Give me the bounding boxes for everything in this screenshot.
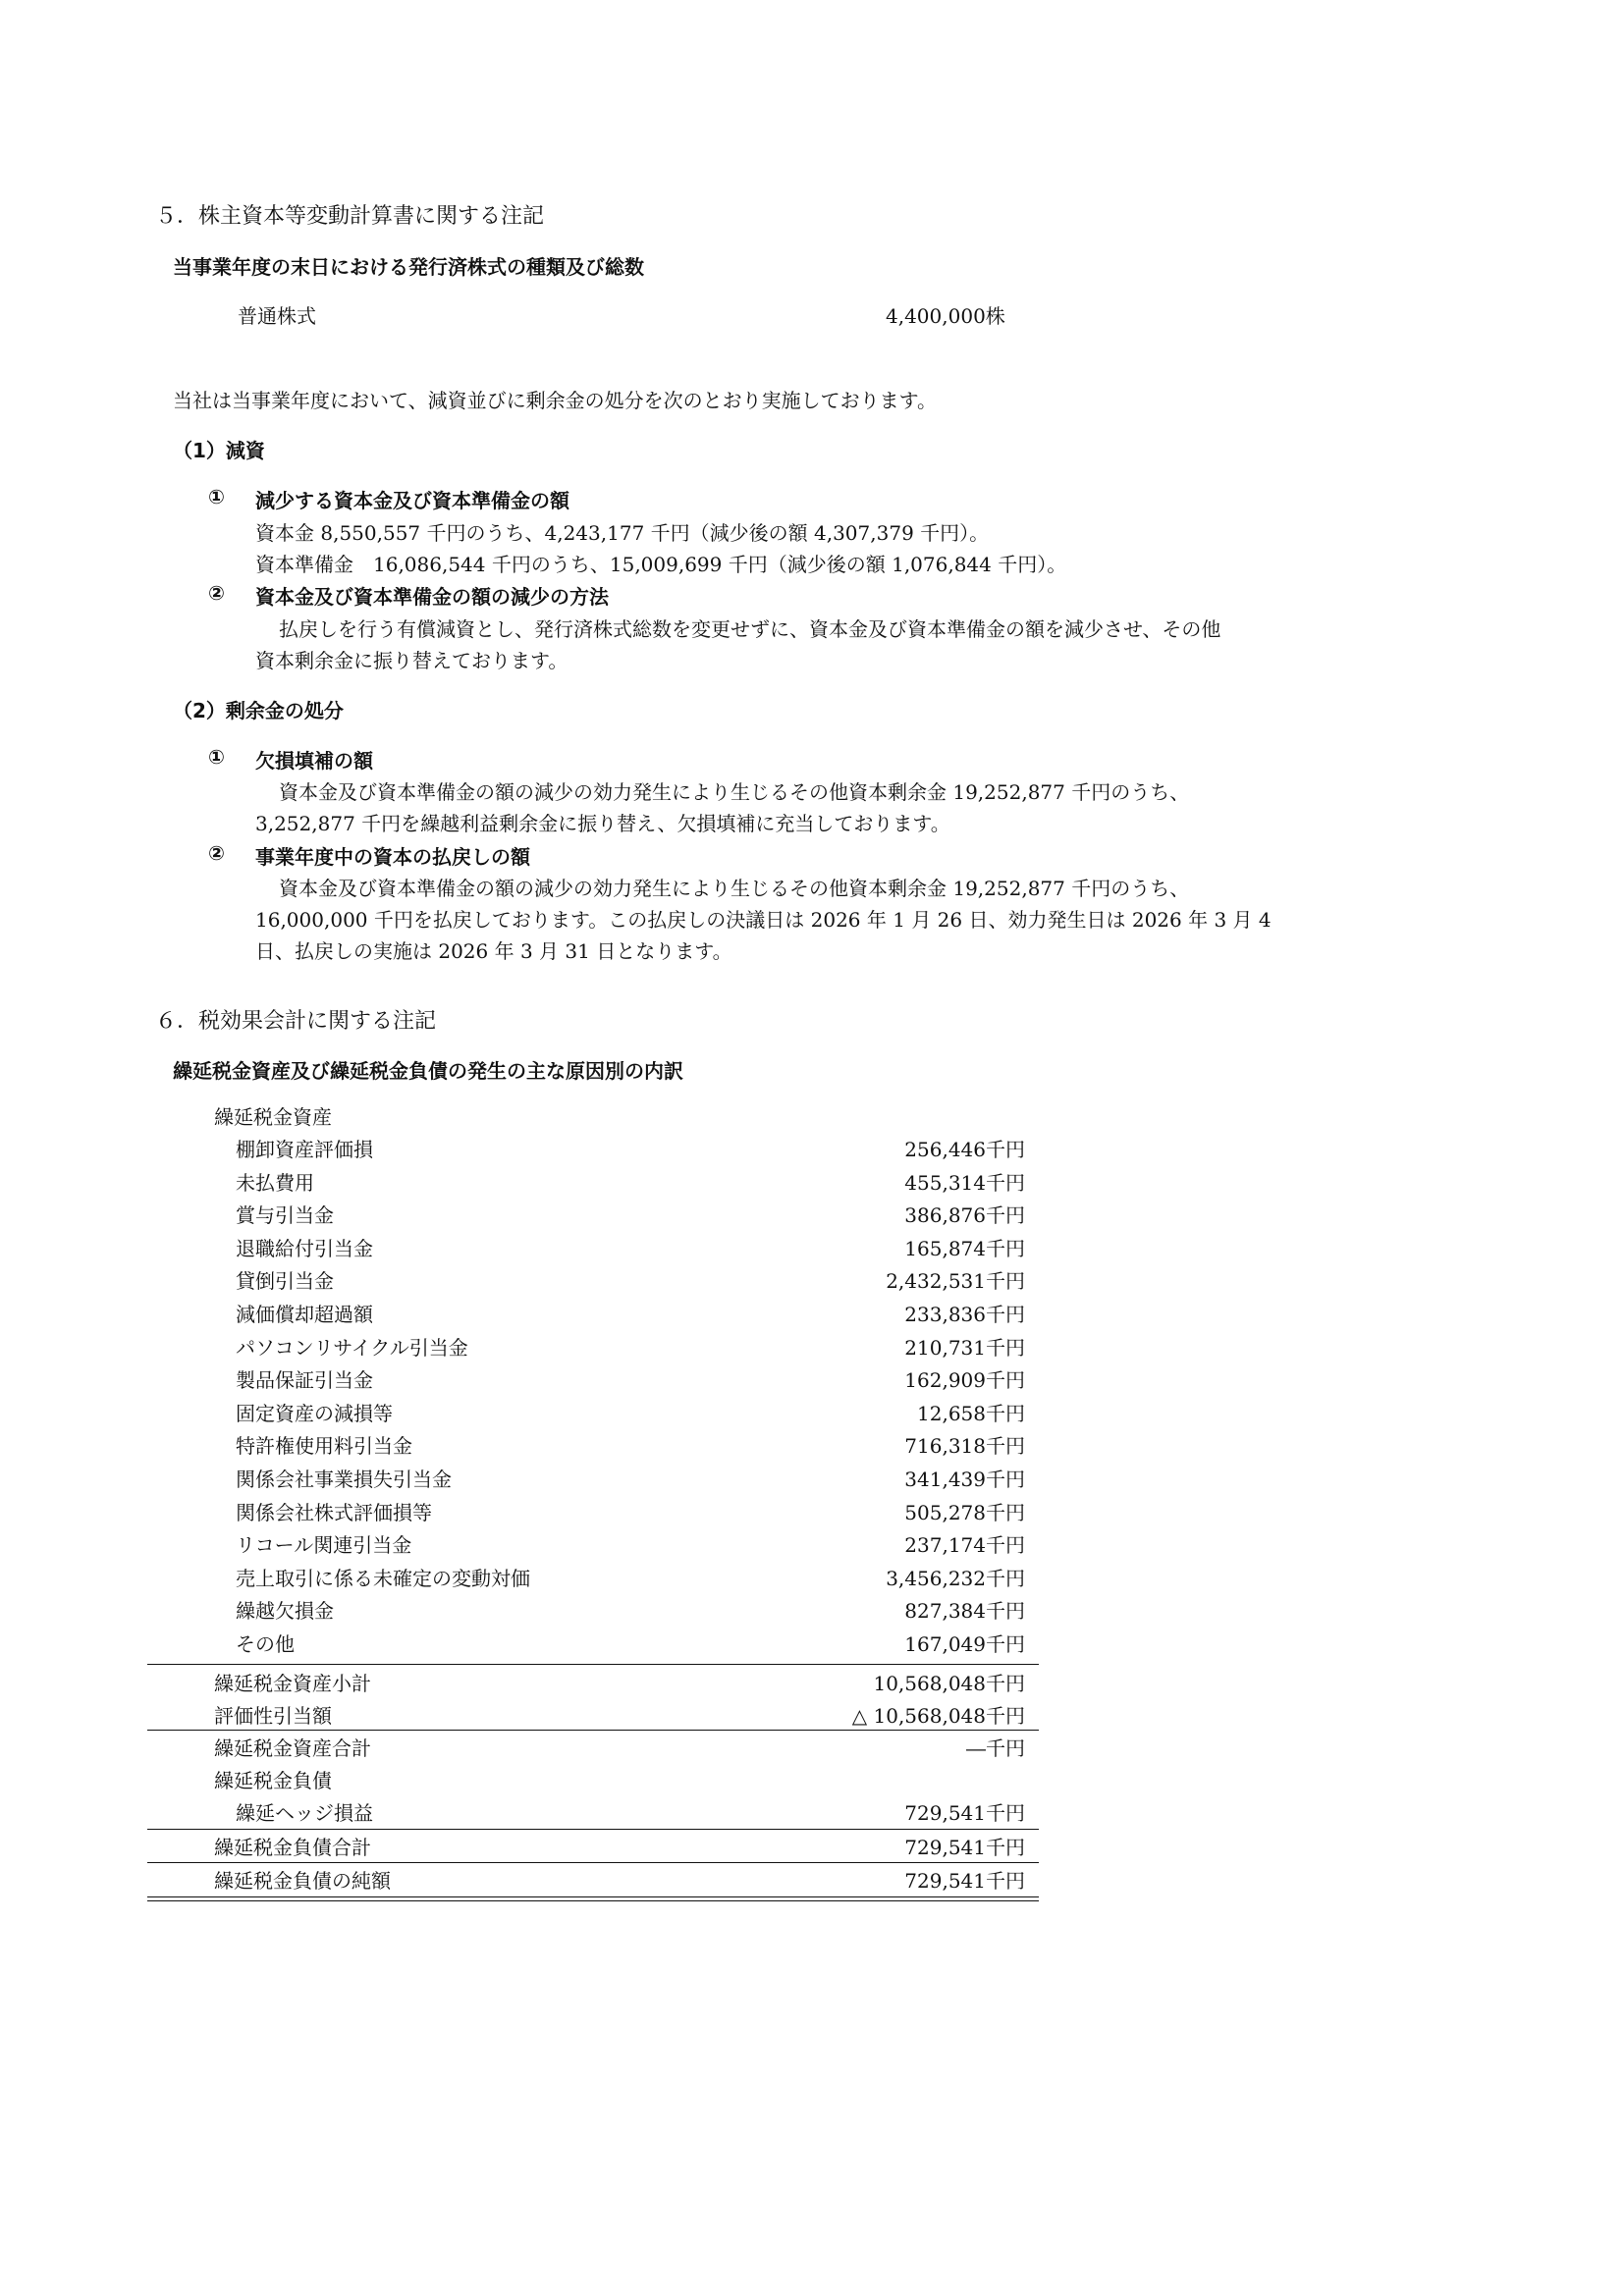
part1-heading: （1）減資 [173,439,265,462]
asset-item-label: 繰越欠損金 [236,1599,334,1623]
asset-item-value: 237,174千円 [904,1533,1025,1557]
assets-subtotal-row [214,1668,1025,1700]
asset-item-label: 退職給付引当金 [236,1237,373,1260]
part2-item2-line2: 16,000,000 千円を払戻しております。この払戻しの決議日は 2026 年 1 月 26 日、効力発生日は 2026 年 3 月 4 [255,908,1272,932]
asset-item-value: 210,731千円 [904,1336,1025,1360]
net-value: 729,541千円 [904,1869,1025,1893]
asset-item-row [236,1167,1025,1200]
liabilities-total-row [214,1832,1025,1864]
section5-intro: 当社は当事業年度において、減資並びに剰余金の処分を次のとおり実施しております。 [173,389,937,412]
liabilities-heading: 繰延税金負債 [214,1769,332,1792]
asset-item-label: 未払費用 [236,1171,314,1195]
asset-item-label: 関係会社事業損失引当金 [236,1468,452,1491]
part1-item1-title: 減少する資本金及び資本準備金の額 [255,489,569,512]
section5-subtitle: 当事業年度の末日における発行済株式の種類及び総数 [173,255,644,279]
part2-item2-line3: 日、払戻しの実施は 2026 年 3 月 31 日となります。 [255,939,732,963]
asset-item-value: 165,874千円 [904,1237,1025,1260]
asset-item-label: 製品保証引当金 [236,1368,373,1392]
asset-item-label: 特許権使用料引当金 [236,1434,412,1458]
valuation-allowance-label: 評価性引当額 [214,1704,332,1728]
liabilities-total-label: 繰延税金負債合計 [214,1836,371,1859]
asset-item-row [236,1332,1025,1364]
liabilities-heading-row [214,1765,1025,1797]
part2-heading: （2）剰余金の処分 [173,699,344,722]
section5-title: ５．株主資本等変動計算書に関する注記 [155,204,545,229]
valuation-allowance-value: △ 10,568,048千円 [851,1704,1025,1728]
stock-type: 普通株式 [238,304,316,328]
asset-item-row [236,1497,1025,1529]
net-row [214,1865,1025,1897]
asset-item-label: リコール関連引当金 [236,1533,412,1557]
asset-item-row [236,1430,1025,1463]
asset-item-label: 固定資産の減損等 [236,1402,393,1425]
part2-item2-marker: ② [208,841,225,865]
asset-item-value: 3,456,232千円 [886,1567,1025,1590]
asset-item-row [236,1299,1025,1331]
asset-item-value: 162,909千円 [904,1368,1025,1392]
asset-item-value: 455,314千円 [904,1171,1025,1195]
asset-item-row [236,1464,1025,1496]
section6-subtitle: 繰延税金資産及び繰延税金負債の発生の主な原因別の内訳 [173,1059,683,1083]
liabilities-total-top-rule [147,1829,1039,1830]
allowance-rule [147,1730,1039,1731]
asset-item-value: 505,278千円 [904,1501,1025,1524]
asset-item-value: 256,446千円 [904,1138,1025,1161]
asset-item-row [236,1265,1025,1298]
assets-total-value: ―千円 [966,1736,1025,1760]
asset-item-label: 関係会社株式評価損等 [236,1501,432,1524]
part1-item1-marker: ① [208,485,225,508]
net-double-rule-2 [147,1900,1039,1901]
liability-item-value: 729,541千円 [904,1801,1025,1825]
asset-item-row [236,1529,1025,1562]
assets-total-row [214,1733,1025,1765]
subtotal-rule [147,1664,1039,1665]
asset-item-row [236,1398,1025,1430]
part2-item1-title: 欠損填補の額 [255,749,373,773]
liabilities-total-value: 729,541千円 [904,1836,1025,1859]
asset-item-value: 341,439千円 [904,1468,1025,1491]
asset-item-row [236,1629,1025,1661]
liabilities-total-bottom-rule [147,1862,1039,1863]
part1-item1-line2: 資本準備金 16,086,544 千円のうち、15,009,699 千円（減少後の額 1,076,844 千円）。 [255,553,1067,576]
asset-item-label: 減価償却超過額 [236,1303,373,1326]
part2-item1-line1: 資本金及び資本準備金の額の減少の効力発生により生じるその他資本剰余金 19,252,877 千円のうち、 [279,780,1190,804]
asset-item-row [236,1595,1025,1628]
net-label: 繰延税金負債の純額 [214,1869,391,1893]
assets-subtotal-label: 繰延税金資産小計 [214,1672,371,1695]
asset-item-value: 2,432,531千円 [886,1269,1025,1293]
asset-item-row [236,1200,1025,1232]
asset-item-value: 827,384千円 [904,1599,1025,1623]
stock-count: 4,400,000株 [886,304,1005,328]
part2-item2-line1: 資本金及び資本準備金の額の減少の効力発生により生じるその他資本剰余金 19,252,877 千円のうち、 [279,877,1190,900]
asset-item-value: 12,658千円 [917,1402,1025,1425]
assets-subtotal-value: 10,568,048千円 [873,1672,1025,1695]
part1-item1-line1: 資本金 8,550,557 千円のうち、4,243,177 千円（減少後の額 4,307,379 千円）。 [255,521,990,545]
liability-item-label: 繰延ヘッジ損益 [236,1801,373,1825]
part1-item2-line1: 払戻しを行う有償減資とし、発行済株式総数を変更せずに、資本金及び資本準備金の額を減少させ、その他 [279,617,1221,641]
asset-item-value: 233,836千円 [904,1303,1025,1326]
net-double-rule-1 [147,1896,1039,1897]
asset-item-row [236,1563,1025,1595]
asset-item-value: 716,318千円 [904,1434,1025,1458]
assets-heading: 繰延税金資産 [214,1105,332,1129]
part1-item2-line2: 資本剰余金に振り替えております。 [255,649,568,672]
asset-item-label: 棚卸資産評価損 [236,1138,373,1161]
part1-item2-title: 資本金及び資本準備金の額の減少の方法 [255,585,609,609]
asset-item-label: 賞与引当金 [236,1203,334,1227]
asset-item-label: その他 [236,1632,295,1656]
part2-item1-marker: ① [208,745,225,769]
assets-total-label: 繰延税金資産合計 [214,1736,371,1760]
asset-item-row [236,1233,1025,1265]
part1-item2-marker: ② [208,581,225,605]
asset-item-value: 167,049千円 [904,1632,1025,1656]
asset-item-label: 売上取引に係る未確定の変動対価 [236,1567,530,1590]
liability-item-row [236,1797,1025,1830]
valuation-allowance-row [214,1700,1025,1733]
asset-item-row [236,1364,1025,1397]
section6-title: ６．税効果会計に関する注記 [155,1009,437,1034]
asset-item-value: 386,876千円 [904,1203,1025,1227]
asset-item-label: 貸倒引当金 [236,1269,334,1293]
part2-item2-title: 事業年度中の資本の払戻しの額 [255,845,530,869]
part2-item1-line2: 3,252,877 千円を繰越利益剰余金に振り替え、欠損填補に充当しております。 [255,812,950,835]
asset-item-label: パソコンリサイクル引当金 [236,1336,468,1360]
asset-item-row [236,1134,1025,1166]
